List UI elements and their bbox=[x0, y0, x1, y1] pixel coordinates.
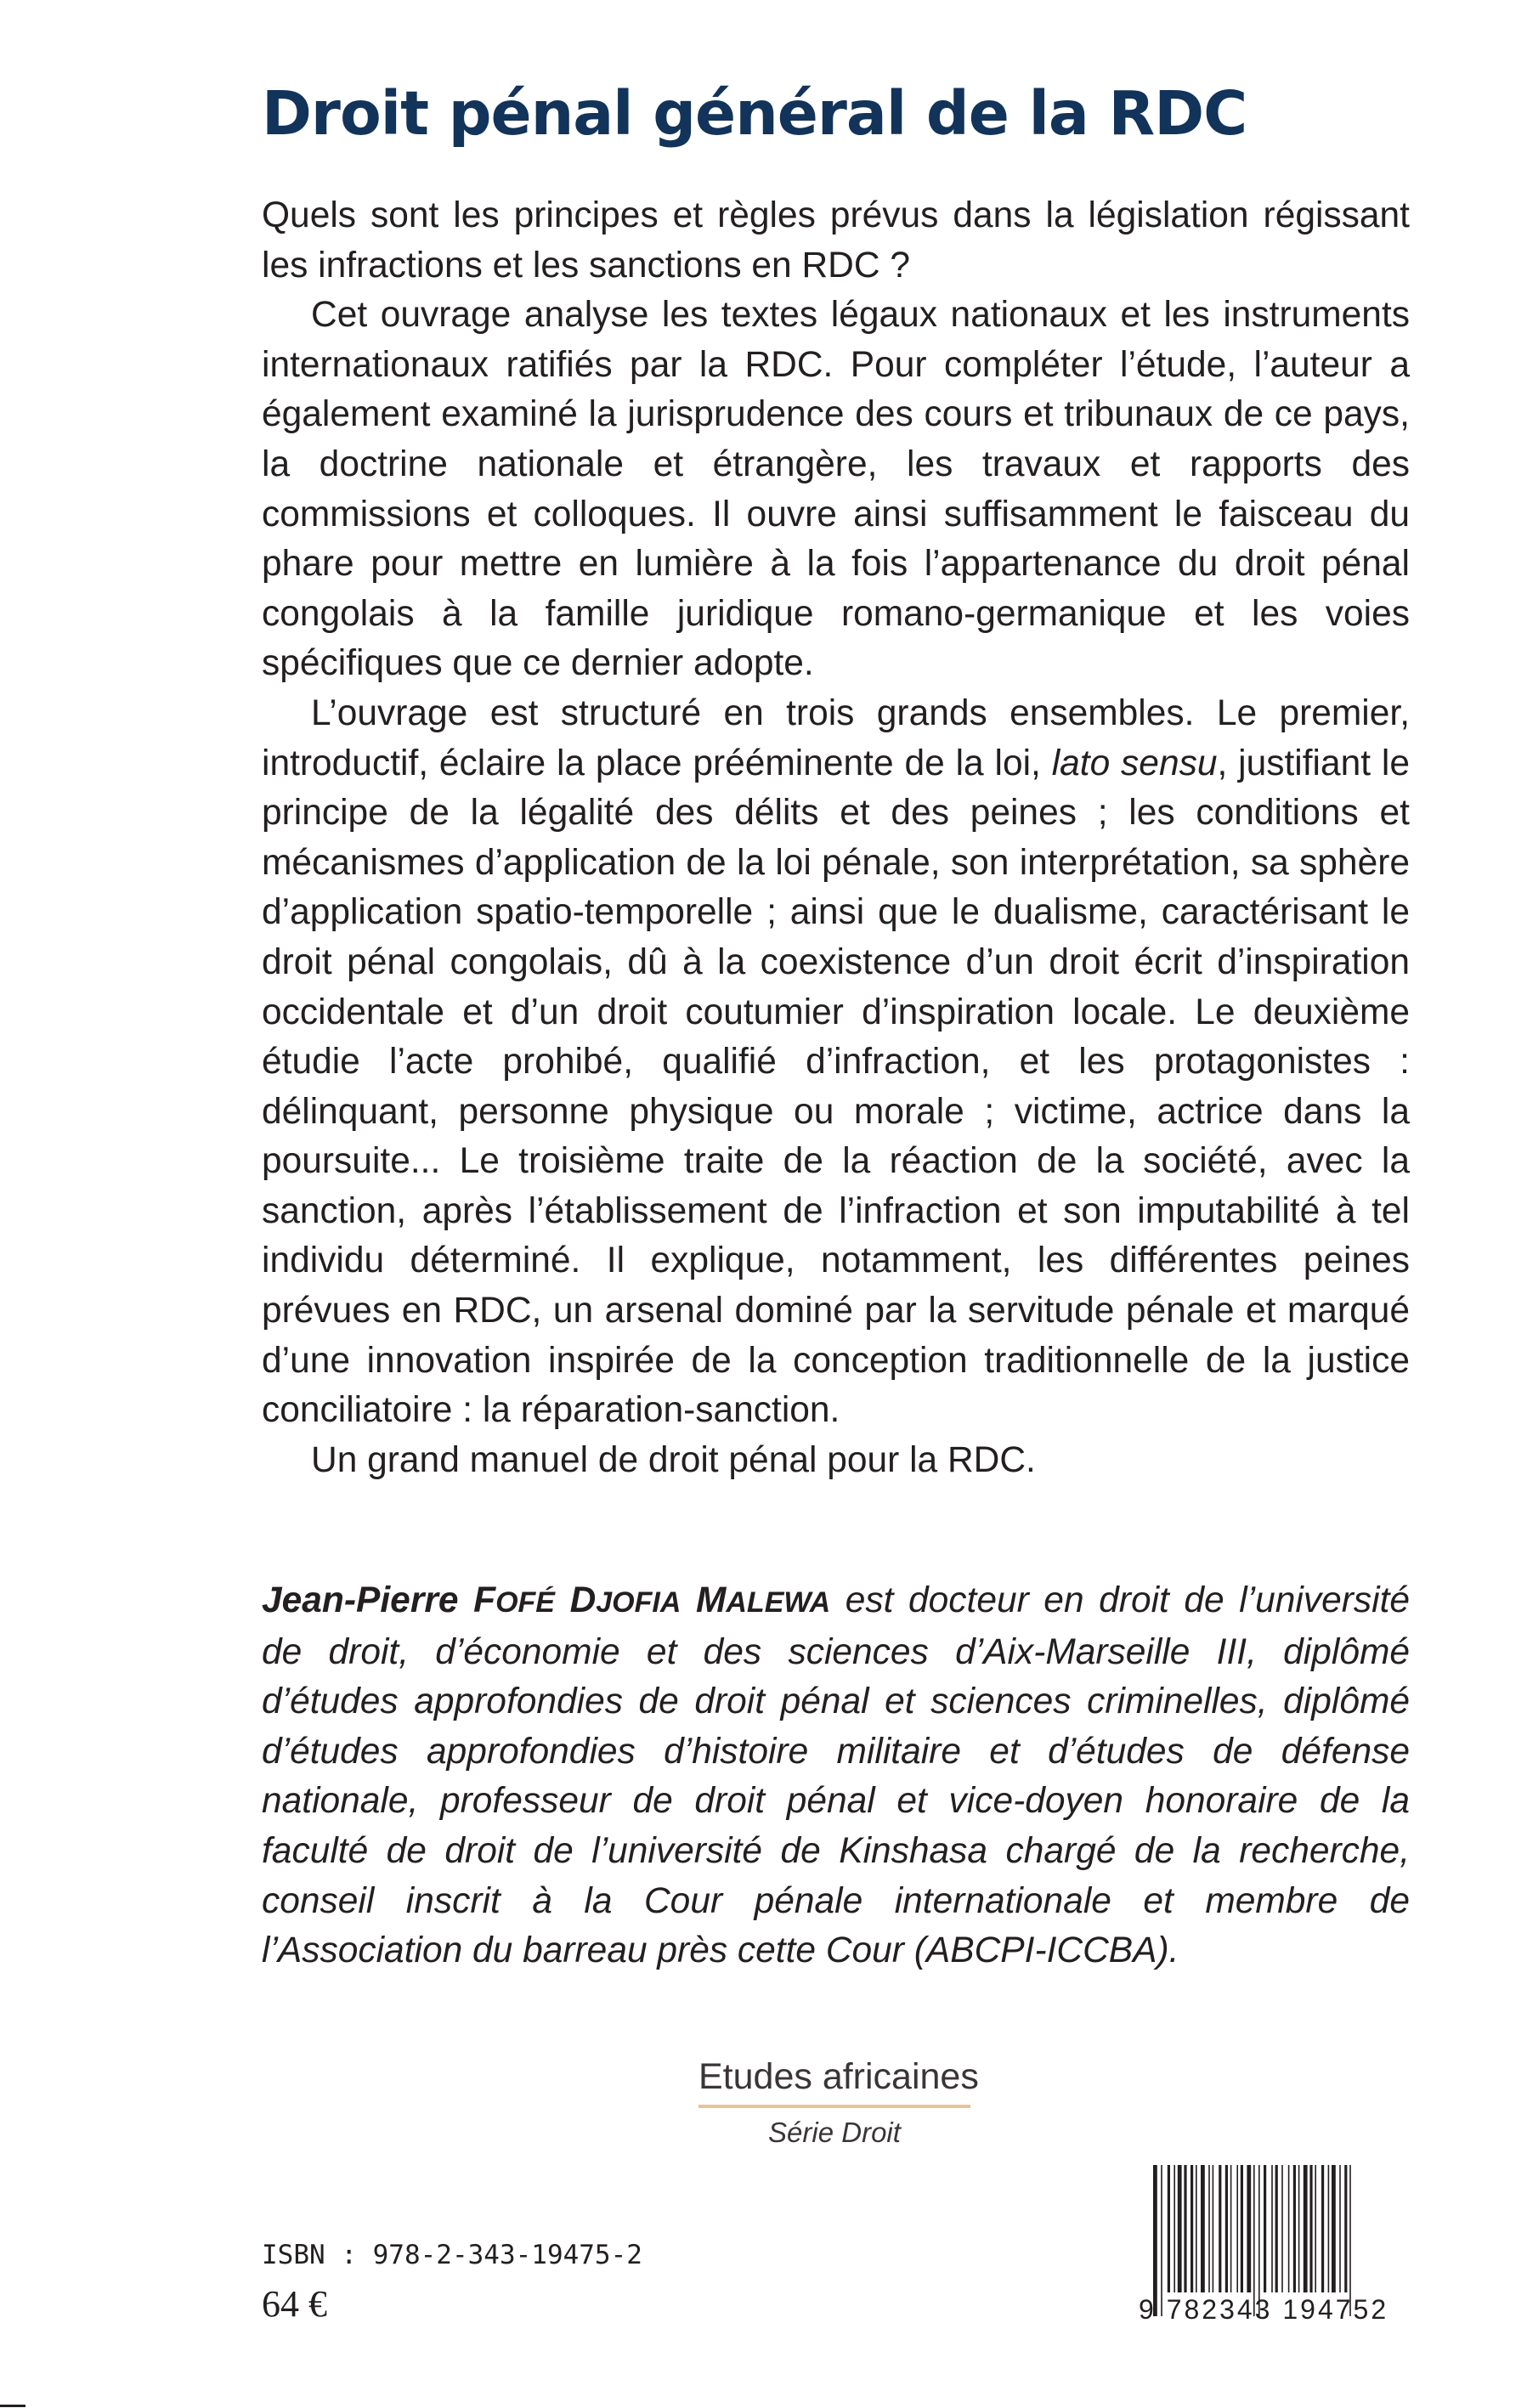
structure-paragraph bbox=[262, 689, 1410, 1436]
book-title: Droit pénal général de la RDC bbox=[262, 78, 1247, 149]
intro-paragraph: Quels sont les principes et règles prévus dans la législation régissant les infractions et les sanctions en RDC ? bbox=[262, 195, 1410, 285]
series-subtitle: Série Droit bbox=[768, 2117, 901, 2148]
latin-phrase: lato sensu bbox=[1051, 743, 1218, 783]
author-name: Jean-Pierre FOFÉ DJOFIA MALEWA bbox=[262, 1580, 831, 1620]
series-logo bbox=[698, 2056, 979, 2149]
author-bio-text: est docteur en droit de l’université de droit, d’économie et des sciences d’Aix-Marseille III, diplômé d’études approfondies de droit pénal et sciences criminelles, diplômé d’études approfondies d’histoire militaire et d’études de défense nationale, professeur de droit pénal et vice-doyen honoraire de la faculté de droit de l’université de Kinshasa chargé de la recherche, conseil inscrit à la Cour pénale internationale et membre de l’Association du barreau près cette Cour (ABCPI-ICCBA). bbox=[262, 1580, 1411, 1971]
price: 64 € bbox=[262, 2283, 327, 2325]
barcode-number: 9 782343 194752 bbox=[1139, 2294, 1389, 2325]
crop-mark bbox=[0, 2405, 25, 2407]
isbn: ISBN : 978-2-343-19475-2 bbox=[262, 2240, 642, 2270]
summary-paragraph: Cet ouvrage analyse les textes légaux nationaux et les instruments internationaux ratifiés par la RDC. Pour compléter l’étude, l’auteur a également examiné la jurisprudence des cours et tribunaux de ce pays, la doctrine nationale et étrangère, les travaux et rapports des commissions et colloques. Il ouvre ainsi suffisamment le faisceau du phare pour mettre en lumière à la fois l’appartenance du droit pénal congolais à la famille juridique romano-germanique et les voies spécifiques que ce dernier adopte. bbox=[262, 295, 1410, 684]
back-cover-summary bbox=[262, 191, 1410, 1485]
series-name: Etudes africaines bbox=[698, 2056, 979, 2097]
author-bio bbox=[262, 1576, 1410, 1976]
structure-text-end: , justifiant le principe de la légalité des délits et des peines ; les conditions et mécanismes d’application de la loi pénale, son interprétation, sa sphère d’application spatio-temporelle ; ainsi que le dualisme, caractérisant le droit pénal congolais, dû à la coexistence d’un droit écrit d’inspiration occidentale et d’un droit coutumier d’inspiration locale. Le deuxième étudie l’acte prohibé, qualifié d’infraction, et les protagonistes : délinquant, personne physique ou morale ; victime, actrice dans la poursuite... Le troisième traite de la réaction de la société, avec la sanction, après l’établissement de l’infraction et son imputabilité à tel individu déterminé. Il explique, notamment, les différentes peines prévues en RDC, un arsenal dominé par la servitude pénale et marqué d’une innovation inspirée de la conception traditionnelle de la justice conciliatoire : la réparation-sanction. bbox=[262, 743, 1410, 1431]
series-divider bbox=[698, 2105, 970, 2108]
closing-paragraph: Un grand manuel de droit pénal pour la RDC. bbox=[311, 1439, 1036, 1480]
structure-text-start: L’ouvrage est structuré en trois grands ensembles. Le premier, introductif, éclaire la place prééminente de la loi, bbox=[262, 692, 1410, 783]
